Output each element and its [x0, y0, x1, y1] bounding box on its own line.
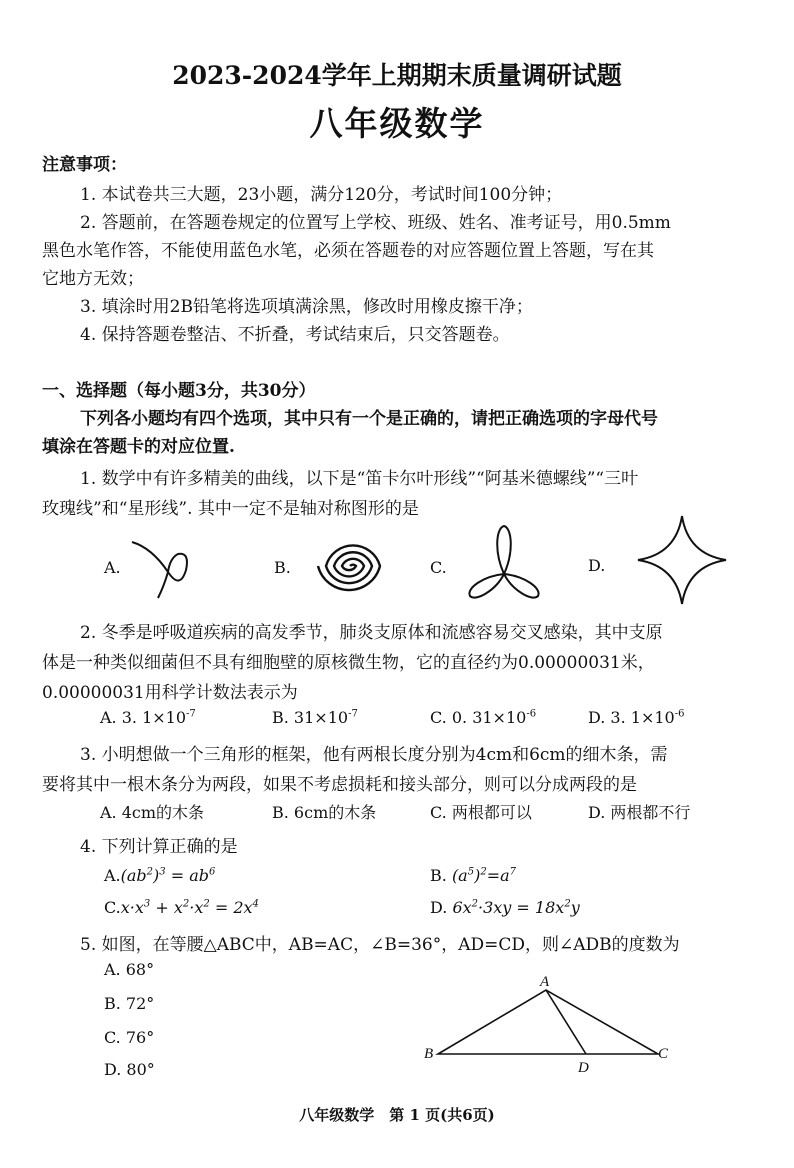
q1-stem: 玫瑰线”和“星形线”. 其中一定不是轴对称图形的是: [42, 499, 419, 519]
q4-option-d: D. $6x^2\cdot 3xy = 18x^2y$: [430, 898, 580, 917]
note-line: 它地方无效；: [42, 269, 144, 289]
q2-stem: 0.00000031用科学计数法表示为: [42, 683, 298, 703]
astroid-figure: [636, 514, 728, 606]
q3-option-a: A. 4cm的木条: [100, 803, 205, 822]
vertex-a-label: A: [540, 974, 550, 990]
note-line: 3. 填涂时用2B铅笔将选项填满涂黑，修改时用橡皮擦干净；: [80, 297, 533, 317]
q3-option-b: B. 6cm的木条: [272, 803, 377, 822]
spiral-figure: [310, 526, 390, 606]
q5-option-a: A. 68°: [104, 960, 155, 979]
folium-figure: [128, 530, 208, 600]
page-footer: 八年级数学 第 1 页(共6页): [299, 1106, 495, 1124]
q1-option-b-label: B.: [274, 558, 291, 577]
q1-option-d-label: D.: [588, 556, 606, 575]
q2-stem: 2. 冬季是呼吸道疾病的高发季节，肺炎支原体和流感容易交叉感染，其中支原: [80, 623, 663, 643]
q3-option-c: C. 两根都可以: [430, 803, 532, 822]
q3-stem: 3. 小明想做一个三角形的框架，他有两根长度分别为4cm和6cm的细木条，需: [80, 745, 668, 765]
vertex-b-label: B: [424, 1046, 434, 1062]
q1-option-a-label: A.: [104, 558, 121, 577]
section-intro: 填涂在答题卡的对应位置.: [42, 437, 235, 457]
q2-option-c: C. 0. $31\times 10^{-6}$: [430, 708, 537, 727]
q5-option-c: C. 76°: [104, 1028, 155, 1047]
note-line: 1. 本试卷共三大题，23小题，满分120分，考试时间100分钟；: [80, 185, 563, 205]
q5-option-b: B. 72°: [104, 994, 155, 1013]
note-line: 黑色水笔作答，不能使用蓝色水笔，必须在答题卷的对应答题位置上答题，写在其: [42, 241, 654, 261]
q3-stem: 要将其中一根木条分为两段，如果不考虑损耗和接头部分，则可以分成两段的是: [42, 775, 637, 795]
q4-stem: 4. 下列计算正确的是: [80, 837, 238, 857]
notes-heading: 注意事项：: [42, 155, 127, 175]
triangle-figure: [420, 976, 680, 1076]
q2-option-a: A. 3. $1\times 10^{-7}$: [100, 708, 196, 727]
q1-stem: 1. 数学中有许多精美的曲线，以下是“笛卡尔叶形线”“阿基米德螺线”“三叶: [80, 469, 639, 489]
section-intro: 下列各小题均有四个选项，其中只有一个是正确的，请把正确选项的字母代号: [80, 409, 658, 429]
q2-stem: 体是一种类似细菌但不具有细胞壁的原核微生物，它的直径约为0.00000031米，: [42, 653, 655, 673]
q3-option-d: D. 两根都不行: [588, 803, 691, 822]
vertex-d-label: D: [578, 1060, 589, 1076]
q4-option-b: B. $(a^5)^2=a^7$: [430, 866, 517, 885]
section-heading: 一、选择题（每小题3分，共30分）: [42, 381, 316, 401]
q2-option-d: D. 3. $1\times 10^{-6}$: [588, 708, 685, 727]
q5-stem: 5. 如图，在等腰△ABC中，AB=AC，∠B=36°，AD=CD，则∠ADB的度数为: [80, 935, 680, 955]
q5-option-d: D. 80°: [104, 1060, 155, 1079]
vertex-c-label: C: [658, 1046, 669, 1062]
q4-option-c: $C.x\cdot x^3 + x^2\cdot x^2 = 2x^4$: [104, 898, 259, 917]
note-line: 4. 保持答题卷整洁、不折叠，考试结束后，只交答题卷。: [80, 325, 510, 345]
q2-option-b: B. $31\times 10^{-7}$: [272, 708, 358, 727]
rose-figure: [462, 522, 546, 602]
subject-title: 八年级数学: [309, 104, 485, 143]
note-line: 2. 答题前，在答题卷规定的位置写上学校、班级、姓名、准考证号，用0.5mm: [80, 213, 671, 233]
exam-title: 2023-2024学年上期期末质量调研试题: [172, 61, 622, 90]
q4-option-a: $A.(ab^2)^3 = ab^6$: [104, 866, 216, 885]
q1-option-c-label: C.: [430, 558, 447, 577]
